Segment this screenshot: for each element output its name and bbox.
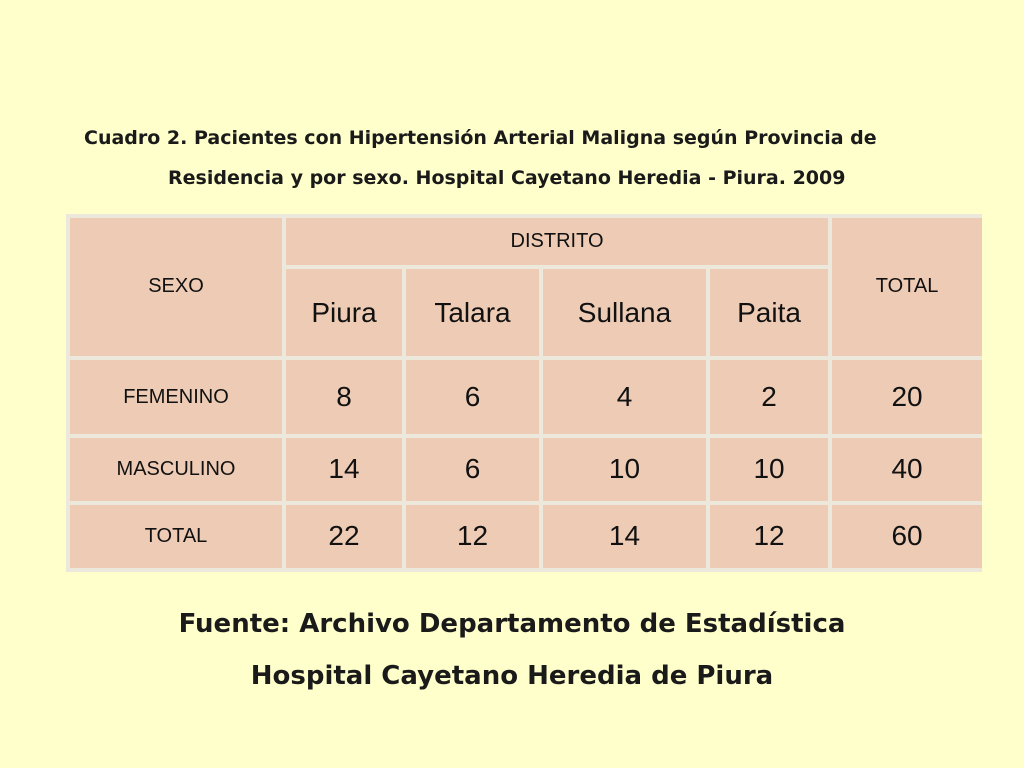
- table-row-total: [70, 505, 982, 568]
- district-header-talara: Talara: [406, 269, 539, 356]
- row-label: MASCULINO: [70, 438, 282, 500]
- data-table-container: [66, 214, 982, 572]
- row-label: TOTAL: [70, 505, 282, 568]
- row-total-cell: 40: [832, 438, 982, 500]
- caption-line-2: Residencia y por sexo. Hospital Cayetano Heredia - Piura. 2009: [168, 167, 846, 189]
- table-cell: 10: [543, 438, 706, 500]
- source-line-2: Hospital Cayetano Heredia de Piura: [250, 661, 774, 691]
- table-cell: 14: [543, 505, 706, 568]
- header-total: TOTAL: [832, 218, 982, 356]
- table-cell: 6: [406, 360, 539, 434]
- table-row-femenino: [70, 360, 982, 434]
- row-label: FEMENINO: [70, 360, 282, 434]
- table-row-masculino: [70, 438, 982, 500]
- row-total-cell: 20: [832, 360, 982, 434]
- table-cell: 2: [710, 360, 828, 434]
- header-distrito: DISTRITO: [286, 218, 828, 265]
- district-header-piura: Piura: [286, 269, 402, 356]
- table-cell: 8: [286, 360, 402, 434]
- table-cell: 4: [543, 360, 706, 434]
- table-cell: 6: [406, 438, 539, 500]
- table-cell: 14: [286, 438, 402, 500]
- caption-line-1: Cuadro 2. Pacientes con Hipertensión Arterial Maligna según Provincia de: [84, 127, 877, 149]
- table-cell: 12: [710, 505, 828, 568]
- table-cell: 12: [406, 505, 539, 568]
- source-line-1: Fuente: Archivo Departamento de Estadística: [178, 609, 846, 639]
- grand-total-cell: 60: [832, 505, 982, 568]
- table-caption: [80, 118, 960, 198]
- table-cell: 10: [710, 438, 828, 500]
- district-header-sullana: Sullana: [543, 269, 706, 356]
- source-note: [0, 598, 1024, 702]
- table-cell: 22: [286, 505, 402, 568]
- header-sexo: SEXO: [70, 218, 282, 356]
- district-header-paita: Paita: [710, 269, 828, 356]
- data-table: [66, 214, 986, 572]
